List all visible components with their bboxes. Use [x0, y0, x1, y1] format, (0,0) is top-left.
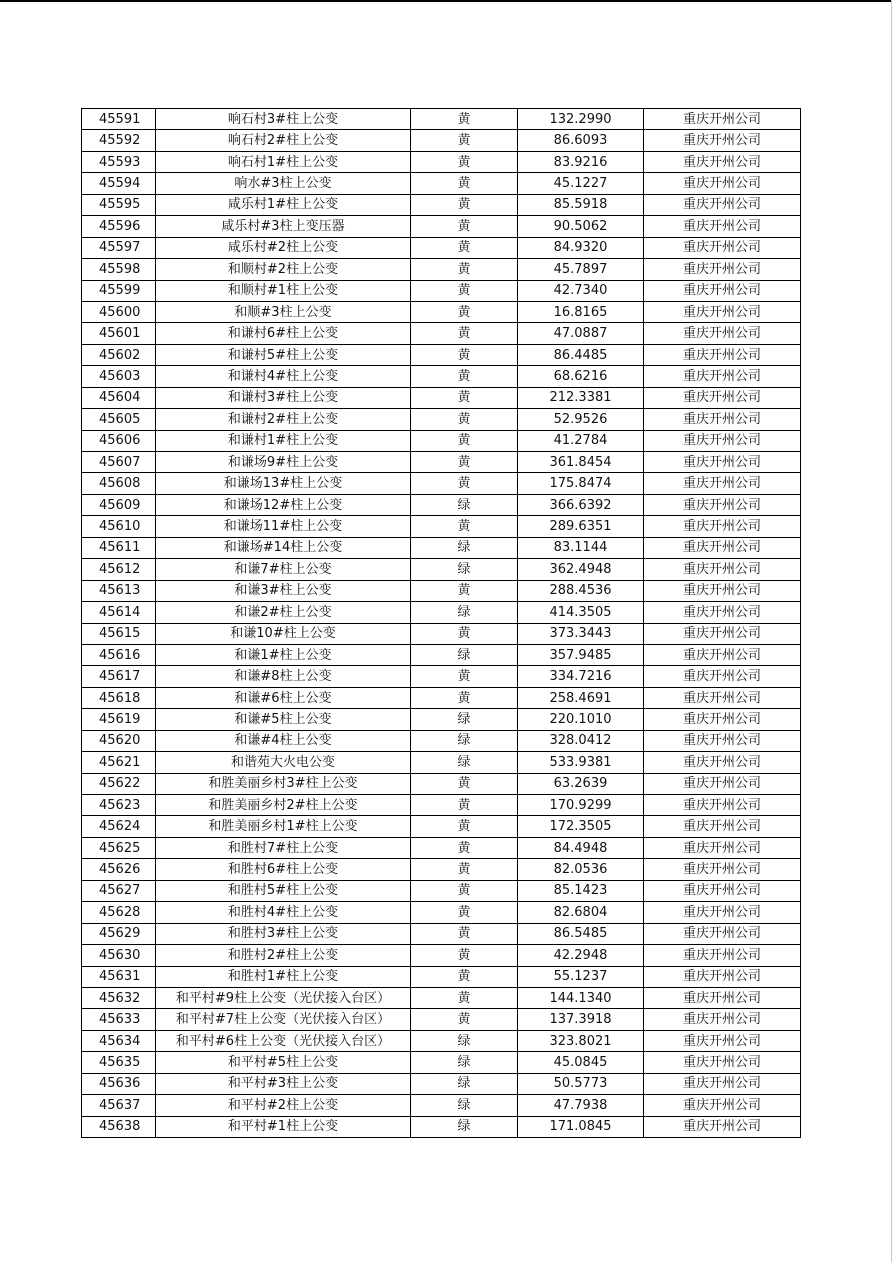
cell-value: 85.5918	[518, 194, 644, 215]
cell-value: 212.3381	[518, 387, 644, 408]
cell-transformer-name: 和胜美丽乡村1#柱上公变	[156, 816, 411, 837]
table-row	[82, 1030, 801, 1051]
cell-status: 黄	[411, 516, 518, 537]
cell-value: 170.9299	[518, 795, 644, 816]
cell-status: 绿	[411, 1030, 518, 1051]
table-row	[82, 409, 801, 430]
table-row	[82, 344, 801, 365]
cell-transformer-name: 和谦#8柱上公变	[156, 666, 411, 687]
cell-company: 重庆开州公司	[644, 773, 801, 794]
cell-value: 42.2948	[518, 945, 644, 966]
cell-value: 366.6392	[518, 494, 644, 515]
cell-status: 黄	[411, 666, 518, 687]
cell-id: 45637	[82, 1095, 156, 1116]
cell-status: 黄	[411, 216, 518, 237]
cell-company: 重庆开州公司	[644, 602, 801, 623]
cell-id: 45618	[82, 687, 156, 708]
cell-transformer-name: 和平村#3柱上公变	[156, 1073, 411, 1094]
cell-transformer-name: 和谦场#14柱上公变	[156, 537, 411, 558]
cell-value: 86.5485	[518, 923, 644, 944]
table-row	[82, 259, 801, 280]
cell-company: 重庆开州公司	[644, 859, 801, 880]
cell-transformer-name: 咸乐村#2柱上公变	[156, 237, 411, 258]
cell-status: 绿	[411, 559, 518, 580]
cell-id: 45632	[82, 987, 156, 1008]
cell-id: 45592	[82, 130, 156, 151]
table-row	[82, 366, 801, 387]
cell-transformer-name: 和谦3#柱上公变	[156, 580, 411, 601]
table-row	[82, 795, 801, 816]
cell-value: 55.1237	[518, 966, 644, 987]
cell-status: 绿	[411, 730, 518, 751]
cell-value: 90.5062	[518, 216, 644, 237]
cell-transformer-name: 和胜美丽乡村2#柱上公变	[156, 795, 411, 816]
table-row	[82, 709, 801, 730]
cell-transformer-name: 响石村2#柱上公变	[156, 130, 411, 151]
cell-id: 45623	[82, 795, 156, 816]
cell-transformer-name: 和谦10#柱上公变	[156, 623, 411, 644]
cell-status: 黄	[411, 387, 518, 408]
cell-transformer-name: 和谦村2#柱上公变	[156, 409, 411, 430]
cell-transformer-name: 和胜村7#柱上公变	[156, 837, 411, 858]
cell-id: 45638	[82, 1116, 156, 1137]
cell-company: 重庆开州公司	[644, 173, 801, 194]
cell-transformer-name: 和谦#5柱上公变	[156, 709, 411, 730]
cell-status: 绿	[411, 1052, 518, 1073]
cell-company: 重庆开州公司	[644, 1095, 801, 1116]
cell-transformer-name: 和平村#5柱上公变	[156, 1052, 411, 1073]
cell-company: 重庆开州公司	[644, 687, 801, 708]
cell-company: 重庆开州公司	[644, 752, 801, 773]
table-row	[82, 430, 801, 451]
cell-company: 重庆开州公司	[644, 1116, 801, 1137]
cell-transformer-name: 和谦#6柱上公变	[156, 687, 411, 708]
cell-value: 288.4536	[518, 580, 644, 601]
cell-id: 45629	[82, 923, 156, 944]
cell-value: 47.7938	[518, 1095, 644, 1116]
cell-id: 45593	[82, 151, 156, 172]
cell-status: 黄	[411, 880, 518, 901]
table-row	[82, 644, 801, 665]
cell-company: 重庆开州公司	[644, 1030, 801, 1051]
cell-company: 重庆开州公司	[644, 966, 801, 987]
table-row	[82, 623, 801, 644]
cell-status: 黄	[411, 473, 518, 494]
cell-company: 重庆开州公司	[644, 1009, 801, 1030]
cell-status: 绿	[411, 494, 518, 515]
cell-transformer-name: 和谦村6#柱上公变	[156, 323, 411, 344]
cell-transformer-name: 和平村#2柱上公变	[156, 1095, 411, 1116]
cell-value: 357.9485	[518, 644, 644, 665]
cell-value: 85.1423	[518, 880, 644, 901]
cell-transformer-name: 和平村#6柱上公变（光伏接入台区）	[156, 1030, 411, 1051]
transformer-table	[81, 108, 801, 1138]
cell-status: 黄	[411, 409, 518, 430]
cell-status: 黄	[411, 966, 518, 987]
cell-status: 黄	[411, 452, 518, 473]
cell-id: 45599	[82, 280, 156, 301]
table-row	[82, 216, 801, 237]
cell-company: 重庆开州公司	[644, 666, 801, 687]
cell-id: 45635	[82, 1052, 156, 1073]
cell-company: 重庆开州公司	[644, 945, 801, 966]
cell-transformer-name: 和胜村1#柱上公变	[156, 966, 411, 987]
table-row	[82, 323, 801, 344]
cell-id: 45615	[82, 623, 156, 644]
cell-company: 重庆开州公司	[644, 473, 801, 494]
cell-id: 45610	[82, 516, 156, 537]
cell-company: 重庆开州公司	[644, 987, 801, 1008]
cell-id: 45612	[82, 559, 156, 580]
table-row	[82, 816, 801, 837]
cell-id: 45636	[82, 1073, 156, 1094]
cell-id: 45600	[82, 301, 156, 322]
cell-id: 45633	[82, 1009, 156, 1030]
table-row	[82, 194, 801, 215]
cell-company: 重庆开州公司	[644, 923, 801, 944]
cell-value: 82.6804	[518, 902, 644, 923]
table-row	[82, 173, 801, 194]
cell-transformer-name: 和谦村1#柱上公变	[156, 430, 411, 451]
cell-company: 重庆开州公司	[644, 387, 801, 408]
cell-value: 220.1010	[518, 709, 644, 730]
cell-id: 45598	[82, 259, 156, 280]
cell-status: 黄	[411, 173, 518, 194]
cell-value: 362.4948	[518, 559, 644, 580]
table-row	[82, 923, 801, 944]
table-row	[82, 730, 801, 751]
cell-company: 重庆开州公司	[644, 559, 801, 580]
cell-id: 45622	[82, 773, 156, 794]
table-row	[82, 859, 801, 880]
cell-value: 414.3505	[518, 602, 644, 623]
cell-value: 45.0845	[518, 1052, 644, 1073]
cell-company: 重庆开州公司	[644, 409, 801, 430]
cell-value: 45.1227	[518, 173, 644, 194]
table-row	[82, 559, 801, 580]
cell-value: 533.9381	[518, 752, 644, 773]
table-row	[82, 1009, 801, 1030]
cell-id: 45595	[82, 194, 156, 215]
cell-id: 45605	[82, 409, 156, 430]
cell-company: 重庆开州公司	[644, 323, 801, 344]
cell-value: 86.4485	[518, 344, 644, 365]
cell-status: 黄	[411, 259, 518, 280]
cell-transformer-name: 响石村1#柱上公变	[156, 151, 411, 172]
table-row	[82, 902, 801, 923]
cell-value: 132.2990	[518, 109, 644, 130]
cell-id: 45617	[82, 666, 156, 687]
cell-status: 黄	[411, 837, 518, 858]
cell-id: 45614	[82, 602, 156, 623]
cell-company: 重庆开州公司	[644, 366, 801, 387]
cell-company: 重庆开州公司	[644, 430, 801, 451]
cell-value: 334.7216	[518, 666, 644, 687]
cell-status: 绿	[411, 1116, 518, 1137]
cell-status: 绿	[411, 644, 518, 665]
cell-status: 绿	[411, 1073, 518, 1094]
cell-value: 68.6216	[518, 366, 644, 387]
cell-value: 172.3505	[518, 816, 644, 837]
table-body	[82, 109, 801, 1138]
cell-status: 黄	[411, 130, 518, 151]
cell-transformer-name: 和胜美丽乡村3#柱上公变	[156, 773, 411, 794]
cell-status: 黄	[411, 580, 518, 601]
table-row	[82, 666, 801, 687]
table-row	[82, 602, 801, 623]
table-row	[82, 880, 801, 901]
table-row	[82, 473, 801, 494]
cell-company: 重庆开州公司	[644, 194, 801, 215]
cell-company: 重庆开州公司	[644, 237, 801, 258]
cell-status: 绿	[411, 709, 518, 730]
cell-id: 45627	[82, 880, 156, 901]
table-row	[82, 516, 801, 537]
table-row	[82, 773, 801, 794]
cell-company: 重庆开州公司	[644, 216, 801, 237]
cell-company: 重庆开州公司	[644, 837, 801, 858]
cell-transformer-name: 和谦村4#柱上公变	[156, 366, 411, 387]
cell-status: 黄	[411, 194, 518, 215]
cell-id: 45596	[82, 216, 156, 237]
cell-company: 重庆开州公司	[644, 1073, 801, 1094]
cell-company: 重庆开州公司	[644, 709, 801, 730]
cell-value: 84.9320	[518, 237, 644, 258]
cell-transformer-name: 和胜村4#柱上公变	[156, 902, 411, 923]
table-row	[82, 537, 801, 558]
cell-transformer-name: 和谦1#柱上公变	[156, 644, 411, 665]
cell-status: 黄	[411, 237, 518, 258]
cell-status: 黄	[411, 923, 518, 944]
cell-company: 重庆开州公司	[644, 151, 801, 172]
cell-value: 86.6093	[518, 130, 644, 151]
cell-status: 绿	[411, 602, 518, 623]
cell-transformer-name: 和平村#7柱上公变（光伏接入台区）	[156, 1009, 411, 1030]
cell-id: 45602	[82, 344, 156, 365]
cell-transformer-name: 咸乐村#3柱上变压器	[156, 216, 411, 237]
cell-value: 41.2784	[518, 430, 644, 451]
cell-company: 重庆开州公司	[644, 280, 801, 301]
table-row	[82, 987, 801, 1008]
cell-company: 重庆开州公司	[644, 644, 801, 665]
cell-value: 171.0845	[518, 1116, 644, 1137]
table-row	[82, 837, 801, 858]
cell-value: 323.8021	[518, 1030, 644, 1051]
cell-company: 重庆开州公司	[644, 730, 801, 751]
cell-value: 258.4691	[518, 687, 644, 708]
cell-value: 137.3918	[518, 1009, 644, 1030]
cell-id: 45628	[82, 902, 156, 923]
cell-company: 重庆开州公司	[644, 259, 801, 280]
cell-value: 289.6351	[518, 516, 644, 537]
cell-transformer-name: 响石村3#柱上公变	[156, 109, 411, 130]
cell-status: 黄	[411, 430, 518, 451]
table-row	[82, 752, 801, 773]
cell-id: 45607	[82, 452, 156, 473]
cell-value: 47.0887	[518, 323, 644, 344]
cell-company: 重庆开州公司	[644, 1052, 801, 1073]
cell-status: 绿	[411, 537, 518, 558]
cell-transformer-name: 和胜村5#柱上公变	[156, 880, 411, 901]
cell-id: 45619	[82, 709, 156, 730]
cell-id: 45625	[82, 837, 156, 858]
cell-status: 黄	[411, 109, 518, 130]
cell-status: 黄	[411, 344, 518, 365]
cell-id: 45624	[82, 816, 156, 837]
cell-transformer-name: 和谦7#柱上公变	[156, 559, 411, 580]
cell-company: 重庆开州公司	[644, 130, 801, 151]
cell-transformer-name: 和胜村3#柱上公变	[156, 923, 411, 944]
cell-company: 重庆开州公司	[644, 494, 801, 515]
cell-id: 45601	[82, 323, 156, 344]
cell-value: 175.8474	[518, 473, 644, 494]
cell-company: 重庆开州公司	[644, 902, 801, 923]
cell-transformer-name: 和谦场12#柱上公变	[156, 494, 411, 515]
cell-status: 黄	[411, 945, 518, 966]
cell-value: 45.7897	[518, 259, 644, 280]
table-row	[82, 237, 801, 258]
cell-transformer-name: 和谦村3#柱上公变	[156, 387, 411, 408]
cell-transformer-name: 和谐苑大火电公变	[156, 752, 411, 773]
cell-status: 黄	[411, 795, 518, 816]
table-row	[82, 966, 801, 987]
table-row	[82, 301, 801, 322]
cell-transformer-name: 和谦2#柱上公变	[156, 602, 411, 623]
table-row	[82, 945, 801, 966]
cell-status: 黄	[411, 323, 518, 344]
cell-status: 黄	[411, 773, 518, 794]
cell-transformer-name: 和谦村5#柱上公变	[156, 344, 411, 365]
cell-value: 83.9216	[518, 151, 644, 172]
cell-transformer-name: 和顺村#2柱上公变	[156, 259, 411, 280]
cell-id: 45620	[82, 730, 156, 751]
cell-status: 黄	[411, 301, 518, 322]
cell-transformer-name: 和谦场11#柱上公变	[156, 516, 411, 537]
cell-id: 45631	[82, 966, 156, 987]
cell-value: 16.8165	[518, 301, 644, 322]
cell-transformer-name: 和平村#9柱上公变（光伏接入台区）	[156, 987, 411, 1008]
table-row	[82, 580, 801, 601]
cell-status: 黄	[411, 623, 518, 644]
cell-status: 黄	[411, 151, 518, 172]
cell-id: 45630	[82, 945, 156, 966]
cell-status: 黄	[411, 987, 518, 1008]
cell-status: 绿	[411, 752, 518, 773]
cell-value: 82.0536	[518, 859, 644, 880]
cell-id: 45591	[82, 109, 156, 130]
cell-value: 52.9526	[518, 409, 644, 430]
cell-id: 45609	[82, 494, 156, 515]
cell-transformer-name: 和谦场9#柱上公变	[156, 452, 411, 473]
cell-company: 重庆开州公司	[644, 516, 801, 537]
cell-value: 373.3443	[518, 623, 644, 644]
cell-status: 黄	[411, 366, 518, 387]
table-row	[82, 687, 801, 708]
cell-id: 45611	[82, 537, 156, 558]
cell-id: 45613	[82, 580, 156, 601]
cell-status: 黄	[411, 816, 518, 837]
page-top-border	[0, 0, 892, 2]
cell-status: 绿	[411, 1095, 518, 1116]
cell-transformer-name: 咸乐村1#柱上公变	[156, 194, 411, 215]
cell-status: 黄	[411, 280, 518, 301]
cell-company: 重庆开州公司	[644, 795, 801, 816]
cell-company: 重庆开州公司	[644, 109, 801, 130]
cell-id: 45608	[82, 473, 156, 494]
cell-company: 重庆开州公司	[644, 344, 801, 365]
table-row	[82, 1052, 801, 1073]
table-row	[82, 494, 801, 515]
cell-value: 50.5773	[518, 1073, 644, 1094]
table-row	[82, 280, 801, 301]
cell-transformer-name: 响水#3柱上公变	[156, 173, 411, 194]
cell-transformer-name: 和谦#4柱上公变	[156, 730, 411, 751]
cell-value: 361.8454	[518, 452, 644, 473]
cell-id: 45597	[82, 237, 156, 258]
table-row	[82, 151, 801, 172]
table-row	[82, 1073, 801, 1094]
cell-transformer-name: 和顺#3柱上公变	[156, 301, 411, 322]
cell-status: 黄	[411, 859, 518, 880]
cell-company: 重庆开州公司	[644, 580, 801, 601]
cell-id: 45621	[82, 752, 156, 773]
cell-id: 45604	[82, 387, 156, 408]
cell-transformer-name: 和平村#1柱上公变	[156, 1116, 411, 1137]
cell-id: 45594	[82, 173, 156, 194]
cell-company: 重庆开州公司	[644, 301, 801, 322]
table-row	[82, 452, 801, 473]
cell-id: 45606	[82, 430, 156, 451]
table-row	[82, 387, 801, 408]
cell-company: 重庆开州公司	[644, 537, 801, 558]
cell-status: 黄	[411, 687, 518, 708]
cell-value: 42.7340	[518, 280, 644, 301]
cell-company: 重庆开州公司	[644, 816, 801, 837]
cell-value: 84.4948	[518, 837, 644, 858]
cell-company: 重庆开州公司	[644, 623, 801, 644]
cell-id: 45603	[82, 366, 156, 387]
cell-company: 重庆开州公司	[644, 880, 801, 901]
cell-transformer-name: 和顺村#1柱上公变	[156, 280, 411, 301]
table-row	[82, 1116, 801, 1137]
cell-value: 63.2639	[518, 773, 644, 794]
cell-id: 45626	[82, 859, 156, 880]
cell-status: 黄	[411, 902, 518, 923]
cell-transformer-name: 和胜村2#柱上公变	[156, 945, 411, 966]
table-row	[82, 109, 801, 130]
cell-transformer-name: 和胜村6#柱上公变	[156, 859, 411, 880]
cell-company: 重庆开州公司	[644, 452, 801, 473]
cell-id: 45634	[82, 1030, 156, 1051]
cell-value: 144.1340	[518, 987, 644, 1008]
cell-id: 45616	[82, 644, 156, 665]
cell-status: 黄	[411, 1009, 518, 1030]
cell-value: 328.0412	[518, 730, 644, 751]
table-row	[82, 1095, 801, 1116]
cell-value: 83.1144	[518, 537, 644, 558]
cell-transformer-name: 和谦场13#柱上公变	[156, 473, 411, 494]
table-row	[82, 130, 801, 151]
